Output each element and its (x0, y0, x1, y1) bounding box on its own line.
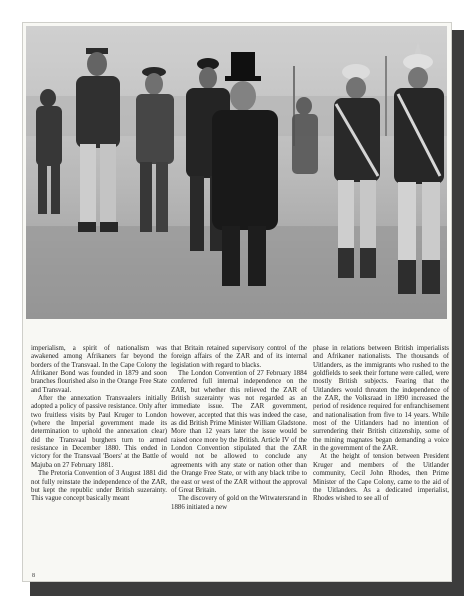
book-page (22, 22, 452, 582)
paragraph: phase in relations between British imperialists and Afrikaner nationalists. The thousands of Uitlanders, as the immigrants who rushed to the goldfields to seek their fortune were called, were mostly British subjects. Fearing that the Uitlanders would threaten the independence of the ZAR, the Volksraad in 1890 increased the period of residence required for enfranchisement and nationalisation from five to 14 years. While most of the Uitlanders had no intention of surrendering their British citizenship, some of the mining magnates began demanding a voice in the government of the ZAR. (313, 345, 449, 453)
paragraph: imperialism, a spirit of nationalism was awakened among Afrikaners far beyond the borders of the Transvaal. In the Cape Colony the Afrikaner Bond was founded in 1879 and soon branches flourished also in the Orange Free State and Transvaal. (31, 345, 167, 394)
text-column-3 (313, 345, 449, 504)
paragraph: After the annexation Transvaalers initially adopted a policy of passive resistance. Only after two fruitless visits by Paul Kruger to London (where the Imperial government made its determination to uphold the annexation clear) did the Transvaal burghers turn to armed resistance in December 1880. This ended in victory for the Transvaal 'Boers' at the Battle of Majuba on 27 February 1881. (31, 395, 167, 469)
paragraph: The discovery of gold on the Witwatersrand in 1886 initiated a new (171, 495, 307, 511)
paragraph: that Britain retained supervisory control of the foreign affairs of the ZAR and of its internal legislation with regard to blacks. (171, 345, 307, 369)
body-text (23, 345, 453, 575)
paragraph: The London Convention of 27 February 1884 conferred full internal independence on the ZAR, but whether this relieved the ZAR of British suzerainty was not regarded as an immediate issue. The ZAR government, however, accepted that this was indeed the case, as did British Prime Minister William Gladstone. More than 12 years later the issue would be raised once more by the British. Article IV of the London Convention stipulated that the ZAR would not be allowed to conclude any agreements with any state or nation other than the Orange Free State, or with any black tribe to the east or west of the ZAR without the approval of Great Britain. (171, 370, 307, 494)
text-column-1 (31, 345, 167, 504)
text-column-2 (171, 345, 307, 512)
historical-photograph (26, 26, 447, 319)
paragraph: At the height of tension between President Kruger and members of the Uitlander community, Cecil John Rhodes, then Prime Minister of the Cape Colony, came to the aid of the Uitlanders. As a dedicated imperialist, Rhodes wished to see all of (313, 453, 449, 503)
paragraph: The Pretoria Convention of 3 August 1881 did not fully reinstate the independence of the ZAR, but kept the republic under British suzerainty. This vague concept basically meant (31, 470, 167, 503)
page-number: 8 (32, 573, 35, 579)
